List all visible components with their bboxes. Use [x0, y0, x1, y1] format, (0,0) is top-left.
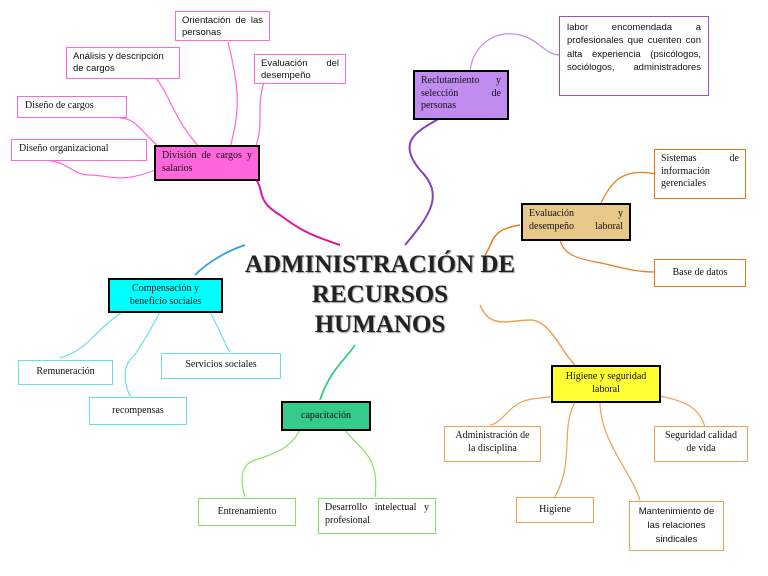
link-compensacion-remuneracion [60, 310, 125, 358]
link-division-evaluacion [255, 80, 265, 148]
node-diseno-cargos: Diseño de cargos [17, 96, 127, 118]
node-evaluacion-laboral: Evaluación y desempeño laboral [521, 203, 631, 241]
node-evaluacion-desempeno: Evaluación del desempeño [254, 54, 346, 84]
link-higiene-seguridad [655, 395, 705, 428]
main-title-line-2: RECURSOS [311, 281, 449, 308]
link-higiene-higiene [555, 402, 575, 497]
node-desarrollo: Desarrollo intelectual y profesional [318, 498, 436, 534]
link-division-orientacion [228, 42, 237, 148]
node-sistemas-informacion: Sistemas de información gerenciales [654, 149, 746, 199]
link-center-division [255, 178, 340, 245]
link-evaluacion-sistemas [600, 172, 660, 205]
link-reclutamiento-labor [470, 34, 560, 70]
node-capacitacion: capacitación [281, 401, 371, 431]
link-division-diseno-org [40, 160, 160, 178]
node-entrenamiento: Entrenamiento [198, 498, 296, 526]
node-division-cargos: División de cargos y salarios [154, 145, 260, 181]
link-higiene-administracion [490, 395, 560, 425]
node-seguridad-calidad: Seguridad calidad de vida [654, 426, 748, 462]
link-higiene-mantenimiento [600, 402, 640, 500]
node-analisis: Análisis y descripción de cargos [66, 47, 180, 79]
node-remuneracion: Remuneración [18, 360, 113, 385]
node-reclutamiento: Reclutamiento y selección de personas [413, 70, 509, 120]
link-capacitacion-entrenamiento [242, 430, 300, 497]
node-mantenimiento: Mantenimiento de las relaciones sindicales [629, 501, 724, 551]
node-recompensas: recompensas [89, 397, 187, 425]
link-center-reclutamiento [405, 118, 440, 245]
node-servicios-sociales: Servicios sociales [161, 353, 281, 379]
node-administracion-disciplina: Administración de la disciplina [444, 426, 541, 462]
node-higiene: Higiene [516, 497, 594, 523]
node-base-datos: Base de datos [654, 259, 746, 287]
main-title [220, 250, 540, 340]
node-orientacion: Orientación de las personas [175, 11, 270, 41]
link-center-capacitacion [320, 345, 355, 400]
node-labor: labor encomendada a profesionales que cuenten con alta experiencia (psicólogos, sociólogos, administradores [559, 16, 709, 96]
node-compensacion: Compensación y beneficio sociales [108, 278, 223, 313]
link-capacitacion-desarrollo [345, 430, 376, 497]
main-title-line-3: HUMANOS [314, 311, 446, 338]
node-higiene-seguridad: Higiene y seguridad laboral [551, 365, 661, 403]
link-division-analisis [150, 72, 200, 148]
link-evaluacion-base [560, 240, 655, 272]
link-compensacion-recompensas [125, 312, 160, 396]
node-diseno-organizacional: Diseño organizacional [11, 139, 147, 161]
main-title-line-1: ADMINISTRACIÓN DE [244, 251, 516, 278]
